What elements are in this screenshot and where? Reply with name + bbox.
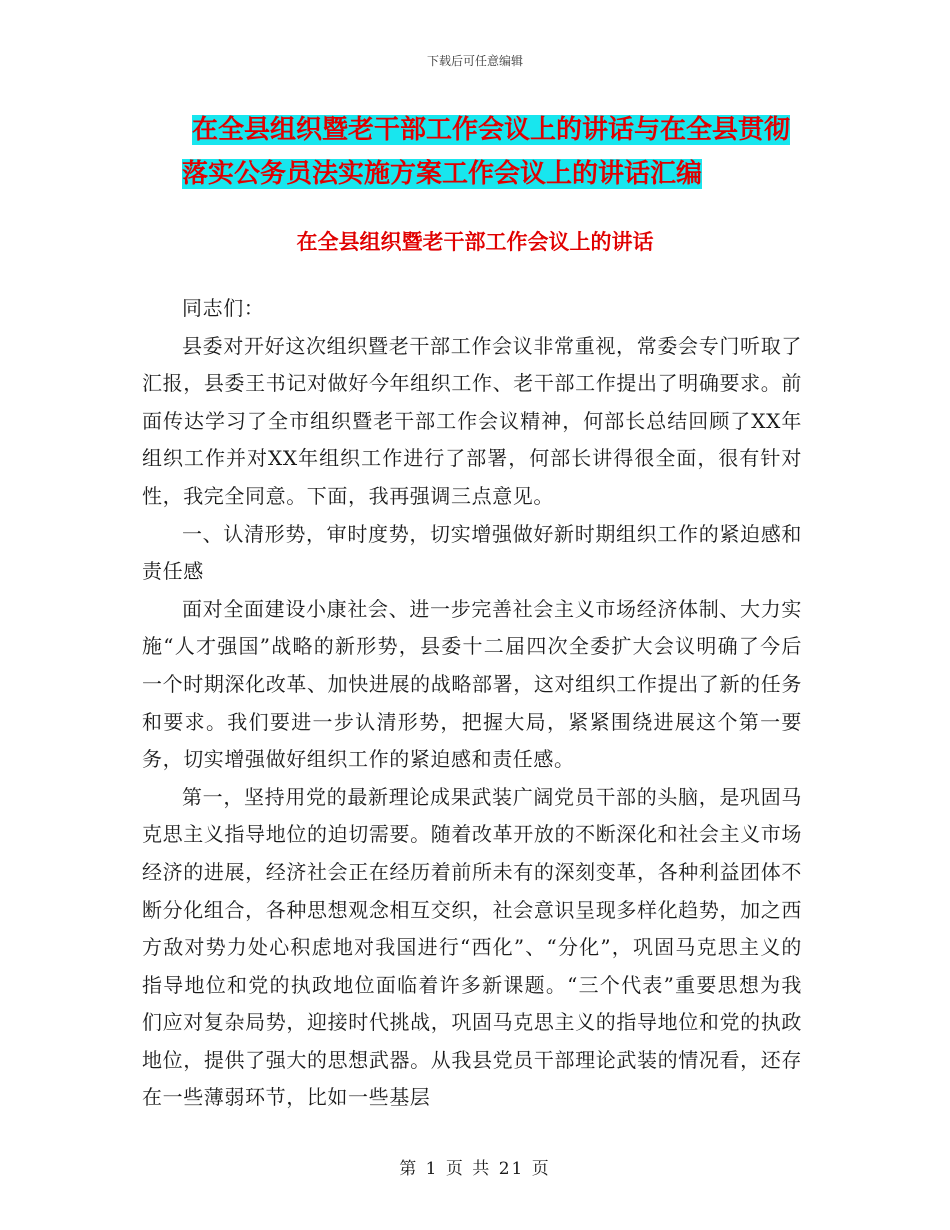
document-body [142,290,802,1117]
document-title-line-2 [0,152,950,196]
paragraph-first-point: 第一，坚持用党的最新理论成果武装广阔党员干部的头脑，是巩固马克思主义指导地位的迫切需要。随着改革开放的不断深化和社会主义市场经济的进展，经济社会正在经历着前所未有的深刻变革，各种利益团体不断分化组合，各种思想观念相互交织，社会意识呈现多样化趋势，加之西方敌对势力处心积虑地对我国进行“西化”、“分化”，巩固马克思主义的指导地位和党的执政地位面临着许多新课题。“三个代表”重要思想为我们应对复杂局势，迎接时代挑战，巩固马克思主义的指导地位和党的执政地位，提供了强大的思想武器。从我县党员干部理论武装的情况看，还存在一些薄弱环节，比如一些基层 [142,784,802,1110]
paragraph-situation: 面对全面建设小康社会、进一步完善社会主义市场经济体制、大力实施“人才强国”战略的新形势，县委十二届四次全委扩大会议明确了今后一个时期深化改革、加快进展的战略部署，这对组织工作提出了新的任务和要求。我们要进一步认清形势，把握大局，紧紧围绕进展这个第一要务，切实增强做好组织工作的紧迫感和责任感。 [142,596,802,772]
paragraph-heading-one: 一、认清形势，审时度势，切实增强做好新时期组织工作的紧迫感和责任感 [142,521,802,584]
paragraph-salutation: 同志们： [182,296,265,320]
page-footer-number: 第 1 页 共 21 页 [399,1159,551,1179]
title-highlight-1: 在全县组织暨老干部工作会议上的讲话与在全县贯彻 [192,115,791,145]
title-highlight-2: 落实公务员法实施方案工作会议上的讲话汇编 [182,159,703,189]
document-title-line-1 [0,108,950,152]
section-title: 在全县组织暨老干部工作会议上的讲话 [296,230,654,254]
document-title [0,108,950,196]
page-header-note: 下载后可任意编辑 [426,54,523,68]
paragraph-intro: 县委对开好这次组织暨老干部工作会议非常重视，常委会专门听取了汇报，县委王书记对做好今年组织工作、老干部工作提出了明确要求。前面传达学习了全市组织暨老干部工作会议精神，何部长总结回顾了XX年组织工作并对XX年组织工作进行了部署，何部长讲得很全面，很有针对性，我完全同意。下面，我再强调三点意见。 [142,333,802,508]
